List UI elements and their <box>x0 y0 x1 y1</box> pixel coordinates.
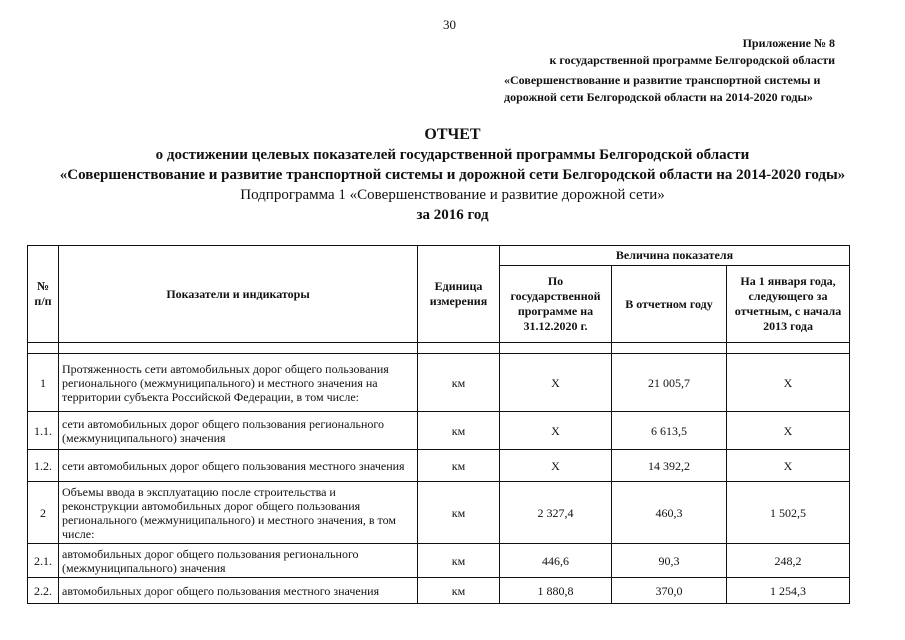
header-num: № п/п <box>28 246 59 343</box>
row-unit: км <box>418 412 500 450</box>
row-unit: км <box>418 544 500 578</box>
row-indicator: сети автомобильных дорог общего пользования регионального (межмуниципального) значения <box>59 412 418 450</box>
row-cumulative: X <box>727 354 850 412</box>
row-reporting-year: 460,3 <box>612 482 727 544</box>
header-value-group: Величина показателя <box>500 246 850 266</box>
spacer-row <box>28 343 850 354</box>
report-titles <box>0 125 905 225</box>
row-by-program: 1 880,8 <box>500 578 612 604</box>
row-num: 2.1. <box>28 544 59 578</box>
annex-title: Приложение № 8 <box>742 36 835 50</box>
annex-program-line1: «Совершенствование и развитие транспортной системы и <box>504 73 821 87</box>
annex-subtitle: к государственной программе Белгородской области <box>549 53 835 67</box>
row-indicator: Объемы ввода в эксплуатацию после строительства и реконструкции автомобильных дорог общего пользования регионального (межмуниципального) и местного значения, в том числе: <box>59 482 418 544</box>
row-indicator: Протяженность сети автомобильных дорог общего пользования регионального (межмуниципального) и местного значения на территории субъекта Российской Федерации, в том числе: <box>59 354 418 412</box>
header-by-program: По государственной программе на 31.12.2020 г. <box>500 266 612 343</box>
row-unit: км <box>418 450 500 482</box>
table-row <box>28 544 850 578</box>
row-unit: км <box>418 578 500 604</box>
report-subprogram: Подпрограмма 1 «Совершенствование и развитие дорожной сети» <box>240 187 665 203</box>
row-cumulative: 248,2 <box>727 544 850 578</box>
report-line1: о достижении целевых показателей государственной программы Белгородской области <box>155 147 750 163</box>
page-number: 30 <box>443 17 456 32</box>
header-reporting-year: В отчетном году <box>612 266 727 343</box>
row-cumulative: X <box>727 412 850 450</box>
table-row <box>28 354 850 412</box>
annex-program <box>504 72 820 106</box>
header-cumulative: На 1 января года, следующего за отчетным, с начала 2013 года <box>727 266 850 343</box>
row-by-program: X <box>500 450 612 482</box>
row-num: 1.2. <box>28 450 59 482</box>
row-by-program: X <box>500 354 612 412</box>
table-row <box>28 450 850 482</box>
header-unit: Единица измерения <box>418 246 500 343</box>
table-row <box>28 482 850 544</box>
annex-header <box>550 35 835 69</box>
row-num: 2 <box>28 482 59 544</box>
row-reporting-year: 90,3 <box>612 544 727 578</box>
row-num: 1 <box>28 354 59 412</box>
row-reporting-year: 14 392,2 <box>612 450 727 482</box>
annex-program-line2: дорожной сети Белгородской области на 2014-2020 годы» <box>504 90 813 104</box>
row-unit: км <box>418 354 500 412</box>
report-year: за 2016 год <box>416 207 489 223</box>
row-cumulative: 1 502,5 <box>727 482 850 544</box>
row-by-program: X <box>500 412 612 450</box>
row-num: 2.2. <box>28 578 59 604</box>
row-by-program: 446,6 <box>500 544 612 578</box>
row-num: 1.1. <box>28 412 59 450</box>
row-unit: км <box>418 482 500 544</box>
row-by-program: 2 327,4 <box>500 482 612 544</box>
report-title: ОТЧЕТ <box>424 126 481 143</box>
row-cumulative: 1 254,3 <box>727 578 850 604</box>
table-row <box>28 578 850 604</box>
row-cumulative: X <box>727 450 850 482</box>
header-indicator: Показатели и индикаторы <box>59 246 418 343</box>
row-indicator: сети автомобильных дорог общего пользования местного значения <box>59 450 418 482</box>
row-reporting-year: 6 613,5 <box>612 412 727 450</box>
indicators-table <box>27 245 850 604</box>
row-reporting-year: 370,0 <box>612 578 727 604</box>
row-indicator: автомобильных дорог общего пользования местного значения <box>59 578 418 604</box>
row-reporting-year: 21 005,7 <box>612 354 727 412</box>
table-row <box>28 412 850 450</box>
report-line2: «Совершенствование и развитие транспортной системы и дорожной сети Белгородской области на 2014-2020 годы» <box>59 167 846 183</box>
row-indicator: автомобильных дорог общего пользования регионального (межмуниципального) значения <box>59 544 418 578</box>
